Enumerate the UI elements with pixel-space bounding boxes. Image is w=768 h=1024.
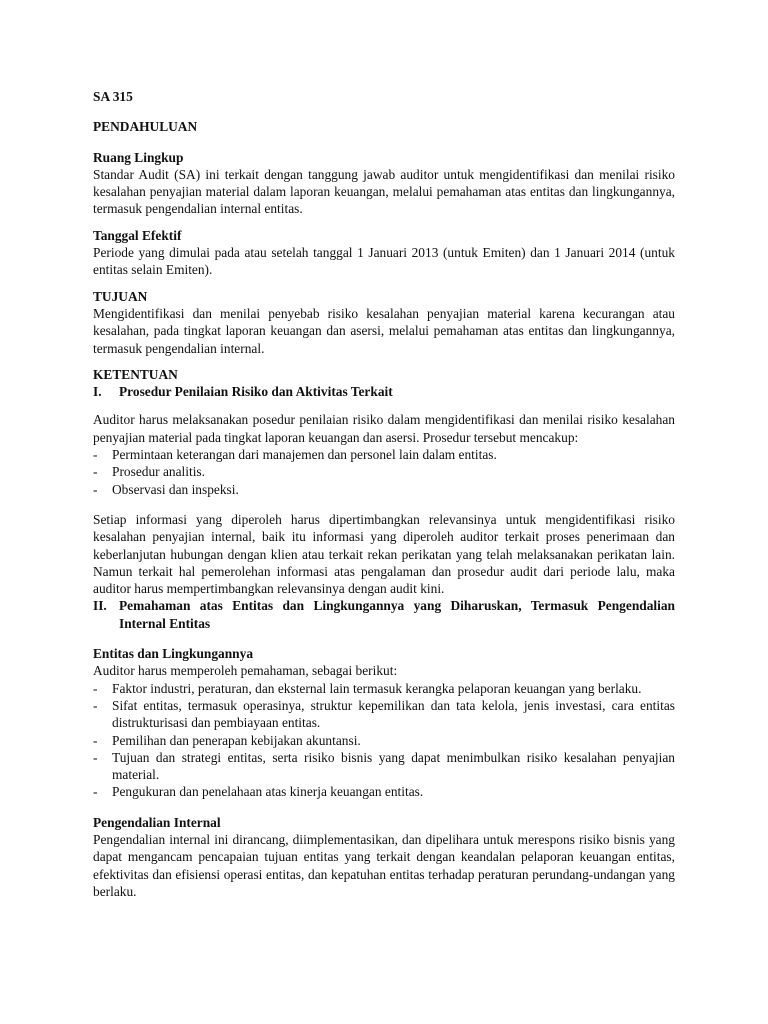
section-2-number: II. (93, 598, 107, 614)
section-1-heading (93, 383, 675, 400)
procedure-list (93, 446, 675, 498)
objective-text: Mengidentifikasi dan menilai penyebab risiko kesalahan penyajian material karena kecurangan atau kesalahan, pada tingkat laporan keuangan dan asersi, melalui pemahaman atas entitas dan lingkungannya, termasuk pengendalian internal. (93, 305, 675, 356)
scope-text: Standar Audit (SA) ini terkait dengan tanggung jawab auditor untuk mengidentifikasi dan menilai risiko kesalahan penyajian material dalam laporan keuangan, melalui pemahaman atas entitas dan lingkungannya, termasuk pengendalian internal entitas. (93, 166, 675, 217)
list-item: - Observasi dan inspeksi. (93, 481, 239, 497)
document-code: SA 315 (93, 89, 133, 104)
list-item: - Faktor industri, peraturan, dan eksternal lain termasuk kerangka pelaporan keuangan yang berlaku. (93, 680, 642, 696)
objective-heading: TUJUAN (93, 288, 148, 304)
provisions-heading: KETENTUAN (93, 366, 178, 382)
intro-heading: PENDAHULUAN (93, 119, 198, 135)
section-2-heading (93, 597, 675, 632)
section-1-title: Prosedur Penilaian Risiko dan Aktivitas Terkait (119, 384, 393, 400)
effective-date-text: Periode yang dimulai pada atau setelah tanggal 1 Januari 2013 (untuk Emiten) dan 1 Januari 2014 (untuk entitas selain Emiten). (93, 245, 675, 278)
list-item: - Pemilihan dan penerapan kebijakan akuntansi. (93, 732, 361, 748)
section-1-number: I. (93, 384, 102, 400)
entity-list (93, 680, 675, 801)
list-item: - Tujuan dan strategi entitas, serta risiko bisnis yang dapat menimbulkan risiko kesalahan penyajian material. (93, 749, 675, 783)
list-item: - Permintaan keterangan dari manajemen dan personel lain dalam entitas. (93, 447, 497, 463)
section-2-title: Pemahaman atas Entitas dan Lingkungannya yang Diharuskan, Termasuk Pengendalian Internal Entitas (119, 598, 675, 631)
entity-heading: Entitas dan Lingkungannya (93, 646, 254, 662)
document-page (93, 88, 675, 900)
internal-control-text: Pengendalian internal ini dirancang, diimplementasikan, dan dipelihara untuk merespons risiko bisnis yang dapat mengancam pencapaian tujuan entitas yang terkait dengan keandalan pelaporan keuangan entitas, efektivitas dan efisiensi operasi entitas, dan kepatuhan entitas terhadap peraturan perundang-undangan yang berlaku. (93, 831, 675, 899)
list-item: - Pengukuran dan penelahaan atas kinerja keuangan entitas. (93, 784, 424, 800)
effective-date-heading: Tanggal Efektif (93, 227, 182, 243)
list-item: - Sifat entitas, termasuk operasinya, struktur kepemilikan dan tata kelola, jenis investasi, cara entitas distrukturisasi dan pembiayaan entitas. (93, 697, 675, 731)
entity-intro: Auditor harus memperoleh pemahaman, sebagai berikut: (93, 663, 398, 679)
section-1-paragraph-2: Setiap informasi yang diperoleh harus dipertimbangkan relevansinya untuk mengidentifikasi risiko kesalahan penyajian internal, baik itu informasi yang diperoleh auditor terkait proses penerimaan dan keberlanjutan hubungan dengan klien atau terkait rekan perikatan yang telah melaksanakan perikatan lain. Namun terkait hal pemerolehan informasi atas pengalaman dan prosedur audit dari periode lalu, maka auditor harus mempertimbangkan relevansinya dengan audit kini. (93, 511, 675, 597)
internal-control-heading: Pengendalian Internal (93, 814, 221, 830)
section-1-intro: Auditor harus melaksanakan posedur penilaian risiko dalam mengidentifikasi dan menilai risiko kesalahan penyajian material pada tingkat laporan keuangan dan asersi. Prosedur tersebut mencakup: (93, 412, 675, 445)
list-item: - Prosedur analitis. (93, 464, 205, 480)
scope-heading: Ruang Lingkup (93, 149, 184, 165)
